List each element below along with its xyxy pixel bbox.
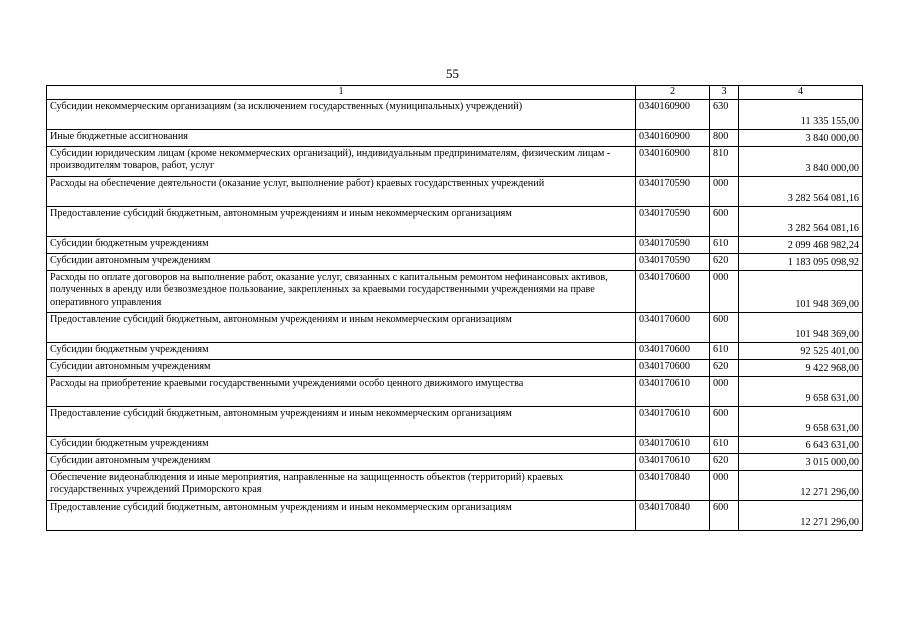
row-type: 620 bbox=[710, 254, 739, 271]
row-name: Предоставление субсидий бюджетным, автономным учреждениям и иным некоммерческим организациям bbox=[47, 207, 636, 237]
table-row bbox=[47, 237, 863, 254]
row-name: Субсидии бюджетным учреждениям bbox=[47, 343, 636, 360]
row-code: 0340170590 bbox=[636, 254, 710, 271]
table-row bbox=[47, 177, 863, 207]
table-row bbox=[47, 207, 863, 237]
row-sum: 11 335 155,00 bbox=[739, 100, 863, 130]
row-sum: 3 840 000,00 bbox=[739, 130, 863, 147]
row-name: Предоставление субсидий бюджетным, автономным учреждениям и иным некоммерческим организациям bbox=[47, 407, 636, 437]
table-row bbox=[47, 343, 863, 360]
row-code: 0340160900 bbox=[636, 130, 710, 147]
row-type: 810 bbox=[710, 147, 739, 177]
table-row bbox=[47, 471, 863, 501]
row-sum: 3 840 000,00 bbox=[739, 147, 863, 177]
row-type: 000 bbox=[710, 471, 739, 501]
row-type: 610 bbox=[710, 237, 739, 254]
row-sum: 101 948 369,00 bbox=[739, 313, 863, 343]
row-sum: 101 948 369,00 bbox=[739, 271, 863, 313]
row-sum: 9 658 631,00 bbox=[739, 407, 863, 437]
row-type: 600 bbox=[710, 313, 739, 343]
table-row bbox=[47, 100, 863, 130]
row-code: 0340170600 bbox=[636, 271, 710, 313]
budget-table bbox=[46, 85, 863, 531]
row-sum: 12 271 296,00 bbox=[739, 501, 863, 531]
row-type: 800 bbox=[710, 130, 739, 147]
row-code: 0340170590 bbox=[636, 207, 710, 237]
row-name: Обеспечение видеонаблюдения и иные мероприятия, направленные на защищенность объектов (территорий) краевых государственных учреждений Приморского края bbox=[47, 471, 636, 501]
row-code: 0340170590 bbox=[636, 177, 710, 207]
row-type: 600 bbox=[710, 407, 739, 437]
row-name: Субсидии бюджетным учреждениям bbox=[47, 237, 636, 254]
row-type: 630 bbox=[710, 100, 739, 130]
row-name: Предоставление субсидий бюджетным, автономным учреждениям и иным некоммерческим организациям bbox=[47, 313, 636, 343]
row-code: 0340170610 bbox=[636, 407, 710, 437]
row-sum: 3 282 564 081,16 bbox=[739, 207, 863, 237]
row-type: 000 bbox=[710, 177, 739, 207]
row-name: Субсидии автономным учреждениям bbox=[47, 454, 636, 471]
row-sum: 3 282 564 081,16 bbox=[739, 177, 863, 207]
row-code: 0340170840 bbox=[636, 501, 710, 531]
row-sum: 92 525 401,00 bbox=[739, 343, 863, 360]
row-type: 000 bbox=[710, 377, 739, 407]
row-name: Расходы на обеспечение деятельности (оказание услуг, выполнение работ) краевых государственных учреждений bbox=[47, 177, 636, 207]
row-sum: 1 183 095 098,92 bbox=[739, 254, 863, 271]
table-row bbox=[47, 377, 863, 407]
row-code: 0340170610 bbox=[636, 437, 710, 454]
row-type: 610 bbox=[710, 437, 739, 454]
header-cell-type: 3 bbox=[710, 86, 739, 100]
page-number: 55 bbox=[446, 66, 459, 81]
row-code: 0340170600 bbox=[636, 343, 710, 360]
row-name: Субсидии автономным учреждениям bbox=[47, 254, 636, 271]
header-cell-code: 2 bbox=[636, 86, 710, 100]
row-name: Предоставление субсидий бюджетным, автономным учреждениям и иным некоммерческим организациям bbox=[47, 501, 636, 531]
row-type: 600 bbox=[710, 501, 739, 531]
row-name: Субсидии юридическим лицам (кроме некоммерческих организаций), индивидуальным предпринимателям, физическим лицам - производителям товаров, работ, услуг bbox=[47, 147, 636, 177]
table-row bbox=[47, 147, 863, 177]
header-cell-sum: 4 bbox=[739, 86, 863, 100]
row-sum: 9 658 631,00 bbox=[739, 377, 863, 407]
row-name: Субсидии некоммерческим организациям (за исключением государственных (муниципальных) учреждений) bbox=[47, 100, 636, 130]
row-name: Субсидии бюджетным учреждениям bbox=[47, 437, 636, 454]
table-row bbox=[47, 437, 863, 454]
table-row bbox=[47, 501, 863, 531]
row-name: Расходы на приобретение краевыми государственными учреждениями особо ценного движимого имущества bbox=[47, 377, 636, 407]
row-code: 0340170610 bbox=[636, 377, 710, 407]
row-type: 620 bbox=[710, 454, 739, 471]
row-sum: 2 099 468 982,24 bbox=[739, 237, 863, 254]
table-header-row bbox=[47, 86, 863, 100]
row-sum: 3 015 000,00 bbox=[739, 454, 863, 471]
table-row bbox=[47, 407, 863, 437]
row-type: 600 bbox=[710, 207, 739, 237]
row-sum: 12 271 296,00 bbox=[739, 471, 863, 501]
table-row bbox=[47, 313, 863, 343]
table-row bbox=[47, 130, 863, 147]
row-sum: 9 422 968,00 bbox=[739, 360, 863, 377]
row-code: 0340170600 bbox=[636, 360, 710, 377]
table-row bbox=[47, 360, 863, 377]
header-cell-name: 1 bbox=[47, 86, 636, 100]
row-code: 0340170840 bbox=[636, 471, 710, 501]
table-row bbox=[47, 271, 863, 313]
row-code: 0340160900 bbox=[636, 100, 710, 130]
row-type: 610 bbox=[710, 343, 739, 360]
table-row bbox=[47, 454, 863, 471]
row-code: 0340160900 bbox=[636, 147, 710, 177]
row-name: Иные бюджетные ассигнования bbox=[47, 130, 636, 147]
row-name: Субсидии автономным учреждениям bbox=[47, 360, 636, 377]
table-row bbox=[47, 254, 863, 271]
row-name: Расходы по оплате договоров на выполнение работ, оказание услуг, связанных с капитальным ремонтом нефинансовых активов, полученных в аренду или безвозмездное пользование, закрепленных за краевыми государственными учреждениями на праве оперативного управления bbox=[47, 271, 636, 313]
row-type: 000 bbox=[710, 271, 739, 313]
row-type: 620 bbox=[710, 360, 739, 377]
row-code: 0340170600 bbox=[636, 313, 710, 343]
row-code: 0340170610 bbox=[636, 454, 710, 471]
row-code: 0340170590 bbox=[636, 237, 710, 254]
row-sum: 6 643 631,00 bbox=[739, 437, 863, 454]
